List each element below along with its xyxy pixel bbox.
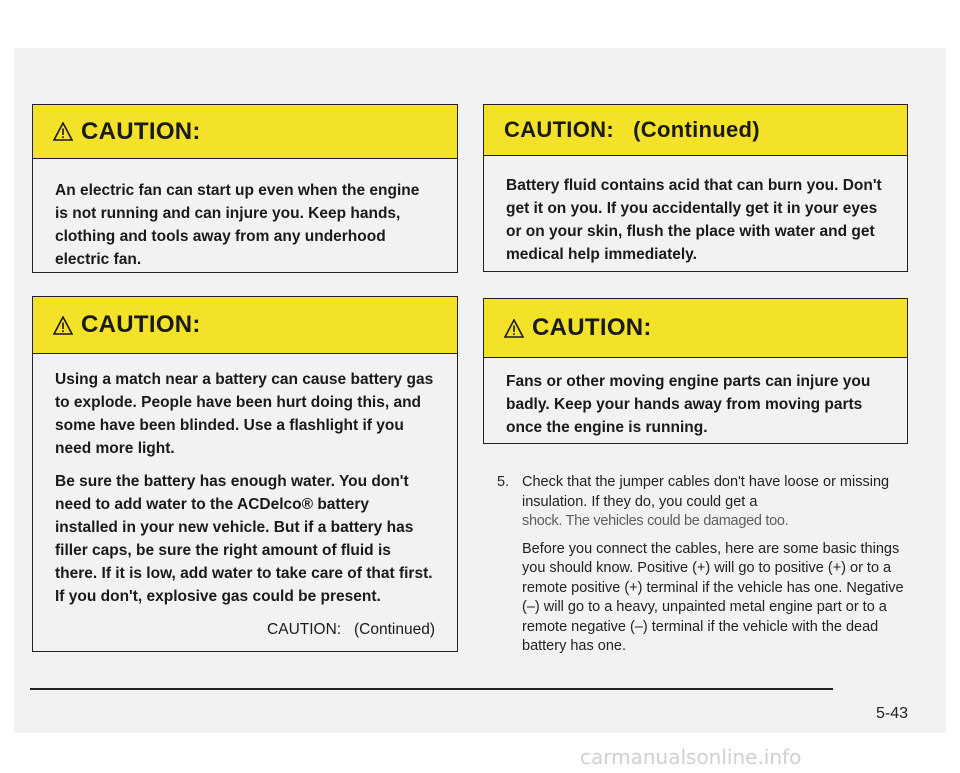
caution-text (484, 358, 907, 439)
caution-body: Fans or other moving engine parts can injure you badly. Keep your hands away from moving parts once the engine is running. (506, 373, 871, 436)
step-line-1: Check that the jumper cables don't have loose or missing insulation. If they do, you could get a (522, 474, 890, 510)
step-text (522, 473, 922, 532)
caution-text (33, 159, 457, 271)
caution-box-battery-acid (483, 104, 908, 272)
warning-triangle-icon (53, 122, 73, 141)
caution-header (33, 105, 457, 159)
caution-heading: CAUTION: (Continued) (504, 117, 760, 142)
caution-box-battery-gas (32, 296, 458, 652)
page-number: 5-43 (876, 705, 909, 722)
caution-body: Battery fluid contains acid that can burn you. Don't get it on you. If you accidentally get it in your eyes or on your skin, flush the place with water and get medical help immediately. (506, 177, 882, 263)
step-number: 5. (497, 474, 510, 490)
caution-text (33, 354, 457, 641)
watermark: carmanualsonline.info (580, 745, 802, 769)
caution-header (484, 105, 907, 156)
caution-para-water: Be sure the battery has enough water. You don't need to add water to the ACDelco® battery installed in your new vehicle. But if a battery has filler caps, be sure the right amount of fluid is there. If it is low, add water to take care of that first. If you don't, explosive gas could be present. (55, 473, 433, 605)
step-line-2: shock. The vehicles could be damaged too. (522, 513, 789, 529)
caution-text (484, 156, 907, 266)
caution-heading: CAUTION: (81, 117, 201, 145)
caution-box-moving-parts (483, 298, 908, 444)
warning-triangle-icon (53, 316, 73, 335)
warning-triangle-icon (504, 319, 524, 338)
instruction-step-5 (497, 473, 922, 663)
caution-body: An electric fan can start up even when the engine is not running and can injure you. Keep hands, clothing and tools away from any underhood electric fan. (55, 182, 420, 268)
caution-para-match: Using a match near a battery can cause battery gas to explode. People have been hurt doing this, and some have been blinded. Use a flashlight if you need more light. (55, 371, 434, 457)
caution-header (33, 297, 457, 354)
caution-box-electric-fan (32, 104, 458, 273)
caution-heading: CAUTION: (81, 311, 201, 338)
continued-label: CAUTION: (Continued) (267, 621, 435, 638)
caution-heading: CAUTION: (532, 314, 652, 341)
step-note: Before you connect the cables, here are some basic things you should know. Positive (+) will go to positive (+) or to a remote positive (+) terminal if the vehicle has one. Negative (–) will go to a heavy, unpainted metal engine part or to a remote negative (–) terminal if the vehicle with the dead battery has one. (522, 540, 904, 654)
footer-rule (30, 688, 833, 690)
caution-header (484, 299, 907, 358)
